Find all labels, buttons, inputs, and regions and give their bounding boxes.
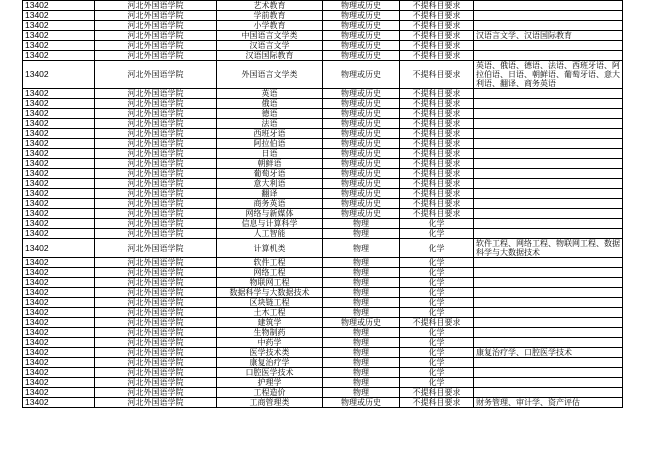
major-name-cell: 信息与计算科学 — [217, 219, 323, 229]
first-subject-cell: 物理 — [323, 258, 400, 268]
school-name-cell: 河北外国语学院 — [95, 318, 217, 328]
included-majors-cell — [474, 89, 623, 99]
school-name-cell: 河北外国语学院 — [95, 348, 217, 358]
first-subject-cell: 物理 — [323, 229, 400, 239]
table-row — [23, 239, 623, 258]
subject-requirement-cell: 不提科目要求 — [400, 21, 474, 31]
school-name-cell: 河北外国语学院 — [95, 288, 217, 298]
included-majors-cell — [474, 358, 623, 368]
included-majors-cell — [474, 149, 623, 159]
included-majors-cell — [474, 219, 623, 229]
major-name-cell: 艺术教育 — [217, 1, 323, 11]
subject-requirement-cell: 不提科目要求 — [400, 51, 474, 61]
subject-requirement-cell: 化学 — [400, 229, 474, 239]
first-subject-cell: 物理或历史 — [323, 169, 400, 179]
table-row — [23, 149, 623, 159]
school-code-cell: 13402 — [23, 149, 95, 159]
first-subject-cell: 物理 — [323, 338, 400, 348]
school-name-cell: 河北外国语学院 — [95, 298, 217, 308]
school-name-cell: 河北外国语学院 — [95, 378, 217, 388]
included-majors-cell — [474, 298, 623, 308]
school-name-cell: 河北外国语学院 — [95, 21, 217, 31]
first-subject-cell: 物理 — [323, 348, 400, 358]
school-name-cell: 河北外国语学院 — [95, 358, 217, 368]
subject-requirement-cell: 不提科目要求 — [400, 129, 474, 139]
first-subject-cell: 物理或历史 — [323, 31, 400, 41]
school-code-cell: 13402 — [23, 51, 95, 61]
school-code-cell: 13402 — [23, 298, 95, 308]
school-code-cell: 13402 — [23, 189, 95, 199]
subject-requirement-cell: 化学 — [400, 239, 474, 258]
first-subject-cell: 物理或历史 — [323, 61, 400, 89]
school-code-cell: 13402 — [23, 219, 95, 229]
first-subject-cell: 物理或历史 — [323, 318, 400, 328]
school-code-cell: 13402 — [23, 388, 95, 398]
subject-requirement-cell: 不提科目要求 — [400, 169, 474, 179]
major-name-cell: 工商管理类 — [217, 398, 323, 408]
first-subject-cell: 物理或历史 — [323, 109, 400, 119]
school-code-cell: 13402 — [23, 318, 95, 328]
first-subject-cell: 物理或历史 — [323, 129, 400, 139]
school-code-cell: 13402 — [23, 308, 95, 318]
school-name-cell: 河北外国语学院 — [95, 51, 217, 61]
school-code-cell: 13402 — [23, 31, 95, 41]
school-name-cell: 河北外国语学院 — [95, 139, 217, 149]
school-name-cell: 河北外国语学院 — [95, 41, 217, 51]
subject-requirement-cell: 化学 — [400, 378, 474, 388]
subject-requirement-cell: 不提科目要求 — [400, 149, 474, 159]
school-code-cell: 13402 — [23, 348, 95, 358]
major-name-cell: 医学技术类 — [217, 348, 323, 358]
major-name-cell: 数据科学与大数据技术 — [217, 288, 323, 298]
table-row — [23, 308, 623, 318]
subject-requirement-cell: 不提科目要求 — [400, 318, 474, 328]
subject-requirement-cell: 化学 — [400, 268, 474, 278]
first-subject-cell: 物理或历史 — [323, 159, 400, 169]
school-code-cell: 13402 — [23, 209, 95, 219]
table-row — [23, 179, 623, 189]
first-subject-cell: 物理或历史 — [323, 398, 400, 408]
table-row — [23, 11, 623, 21]
table-row — [23, 318, 623, 328]
subject-requirement-cell: 不提科目要求 — [400, 209, 474, 219]
major-name-cell: 口腔医学技术 — [217, 368, 323, 378]
school-name-cell: 河北外国语学院 — [95, 189, 217, 199]
subject-requirement-cell: 化学 — [400, 278, 474, 288]
first-subject-cell: 物理 — [323, 358, 400, 368]
school-code-cell: 13402 — [23, 378, 95, 388]
included-majors-cell — [474, 11, 623, 21]
table-row — [23, 189, 623, 199]
table-row — [23, 219, 623, 229]
school-name-cell: 河北外国语学院 — [95, 159, 217, 169]
table-row — [23, 278, 623, 288]
table-row — [23, 129, 623, 139]
included-majors-cell — [474, 189, 623, 199]
included-majors-cell — [474, 368, 623, 378]
included-majors-cell — [474, 169, 623, 179]
major-name-cell: 汉语言文学 — [217, 41, 323, 51]
subject-requirement-cell: 不提科目要求 — [400, 139, 474, 149]
major-name-cell: 小学教育 — [217, 21, 323, 31]
included-majors-cell — [474, 119, 623, 129]
school-name-cell: 河北外国语学院 — [95, 169, 217, 179]
first-subject-cell: 物理或历史 — [323, 209, 400, 219]
subject-requirement-cell: 化学 — [400, 338, 474, 348]
included-majors-cell — [474, 21, 623, 31]
subject-requirement-cell: 化学 — [400, 258, 474, 268]
subject-requirement-cell: 不提科目要求 — [400, 388, 474, 398]
table-row — [23, 139, 623, 149]
table-row — [23, 41, 623, 51]
school-code-cell: 13402 — [23, 179, 95, 189]
first-subject-cell: 物理或历史 — [323, 1, 400, 11]
included-majors-cell — [474, 258, 623, 268]
school-code-cell: 13402 — [23, 338, 95, 348]
major-name-cell: 阿拉伯语 — [217, 139, 323, 149]
major-name-cell: 法语 — [217, 119, 323, 129]
major-name-cell: 人工智能 — [217, 229, 323, 239]
subject-requirement-cell: 化学 — [400, 298, 474, 308]
first-subject-cell: 物理或历史 — [323, 11, 400, 21]
school-code-cell: 13402 — [23, 159, 95, 169]
first-subject-cell: 物理或历史 — [323, 41, 400, 51]
included-majors-cell — [474, 179, 623, 189]
table-row — [23, 358, 623, 368]
table-body — [23, 1, 623, 408]
table-row — [23, 328, 623, 338]
first-subject-cell: 物理 — [323, 388, 400, 398]
first-subject-cell: 物理或历史 — [323, 189, 400, 199]
school-name-cell: 河北外国语学院 — [95, 308, 217, 318]
school-name-cell: 河北外国语学院 — [95, 398, 217, 408]
major-name-cell: 网络工程 — [217, 268, 323, 278]
major-name-cell: 意大利语 — [217, 179, 323, 189]
major-name-cell: 护理学 — [217, 378, 323, 388]
school-name-cell: 河北外国语学院 — [95, 388, 217, 398]
table-row — [23, 388, 623, 398]
school-code-cell: 13402 — [23, 258, 95, 268]
school-name-cell: 河北外国语学院 — [95, 239, 217, 258]
first-subject-cell: 物理 — [323, 268, 400, 278]
major-name-cell: 西班牙语 — [217, 129, 323, 139]
subject-requirement-cell: 不提科目要求 — [400, 199, 474, 209]
major-name-cell: 网络与新媒体 — [217, 209, 323, 219]
school-name-cell: 河北外国语学院 — [95, 1, 217, 11]
first-subject-cell: 物理 — [323, 288, 400, 298]
subject-requirement-cell: 不提科目要求 — [400, 189, 474, 199]
included-majors-cell — [474, 129, 623, 139]
subject-requirement-cell: 化学 — [400, 308, 474, 318]
school-code-cell: 13402 — [23, 229, 95, 239]
first-subject-cell: 物理或历史 — [323, 51, 400, 61]
subject-requirement-cell: 不提科目要求 — [400, 179, 474, 189]
school-code-cell: 13402 — [23, 328, 95, 338]
school-code-cell: 13402 — [23, 129, 95, 139]
major-name-cell: 物联网工程 — [217, 278, 323, 288]
subject-requirement-cell: 不提科目要求 — [400, 61, 474, 89]
school-code-cell: 13402 — [23, 1, 95, 11]
included-majors-cell — [474, 229, 623, 239]
first-subject-cell: 物理 — [323, 219, 400, 229]
first-subject-cell: 物理或历史 — [323, 21, 400, 31]
first-subject-cell: 物理 — [323, 328, 400, 338]
table-row — [23, 119, 623, 129]
subject-requirement-cell: 不提科目要求 — [400, 398, 474, 408]
included-majors-cell — [474, 159, 623, 169]
school-name-cell: 河北外国语学院 — [95, 258, 217, 268]
major-name-cell: 翻译 — [217, 189, 323, 199]
included-majors-cell — [474, 199, 623, 209]
included-majors-cell: 英语、俄语、德语、法语、西班牙语、阿拉伯语、日语、朝鲜语、葡萄牙语、意大利语、翻译、商务英语 — [474, 61, 623, 89]
included-majors-cell — [474, 278, 623, 288]
subject-requirement-cell: 化学 — [400, 368, 474, 378]
included-majors-cell: 康复治疗学、口腔医学技术 — [474, 348, 623, 358]
included-majors-cell — [474, 268, 623, 278]
major-name-cell: 英语 — [217, 89, 323, 99]
table-row — [23, 199, 623, 209]
major-name-cell: 汉语国际教育 — [217, 51, 323, 61]
major-name-cell: 建筑学 — [217, 318, 323, 328]
school-code-cell: 13402 — [23, 398, 95, 408]
major-name-cell: 日语 — [217, 149, 323, 159]
school-name-cell: 河北外国语学院 — [95, 328, 217, 338]
table-row — [23, 348, 623, 358]
table-row — [23, 368, 623, 378]
major-name-cell: 德语 — [217, 109, 323, 119]
included-majors-cell: 财务管理、审计学、资产评估 — [474, 398, 623, 408]
first-subject-cell: 物理 — [323, 278, 400, 288]
school-code-cell: 13402 — [23, 278, 95, 288]
school-code-cell: 13402 — [23, 99, 95, 109]
first-subject-cell: 物理 — [323, 308, 400, 318]
school-code-cell: 13402 — [23, 109, 95, 119]
included-majors-cell — [474, 41, 623, 51]
included-majors-cell — [474, 388, 623, 398]
school-code-cell: 13402 — [23, 61, 95, 89]
school-name-cell: 河北外国语学院 — [95, 278, 217, 288]
first-subject-cell: 物理或历史 — [323, 199, 400, 209]
first-subject-cell: 物理或历史 — [323, 179, 400, 189]
included-majors-cell — [474, 139, 623, 149]
subject-requirement-cell: 化学 — [400, 358, 474, 368]
table-row — [23, 398, 623, 408]
subject-requirement-cell: 不提科目要求 — [400, 99, 474, 109]
table-row — [23, 89, 623, 99]
table-row — [23, 31, 623, 41]
major-name-cell: 康复治疗学 — [217, 358, 323, 368]
subject-requirement-cell: 不提科目要求 — [400, 159, 474, 169]
school-name-cell: 河北外国语学院 — [95, 179, 217, 189]
included-majors-cell — [474, 308, 623, 318]
school-name-cell: 河北外国语学院 — [95, 11, 217, 21]
subject-requirement-cell: 化学 — [400, 219, 474, 229]
school-name-cell: 河北外国语学院 — [95, 338, 217, 348]
first-subject-cell: 物理 — [323, 298, 400, 308]
first-subject-cell: 物理或历史 — [323, 89, 400, 99]
major-name-cell: 商务英语 — [217, 199, 323, 209]
major-name-cell: 土木工程 — [217, 308, 323, 318]
major-name-cell: 软件工程 — [217, 258, 323, 268]
table-row — [23, 21, 623, 31]
table-row — [23, 1, 623, 11]
table-row — [23, 169, 623, 179]
subject-requirement-cell: 不提科目要求 — [400, 41, 474, 51]
school-code-cell: 13402 — [23, 368, 95, 378]
table-row — [23, 61, 623, 89]
first-subject-cell: 物理 — [323, 239, 400, 258]
major-name-cell: 中药学 — [217, 338, 323, 348]
school-name-cell: 河北外国语学院 — [95, 89, 217, 99]
school-code-cell: 13402 — [23, 199, 95, 209]
included-majors-cell — [474, 51, 623, 61]
subject-requirement-cell: 化学 — [400, 288, 474, 298]
school-name-cell: 河北外国语学院 — [95, 219, 217, 229]
table-row — [23, 99, 623, 109]
major-name-cell: 俄语 — [217, 99, 323, 109]
school-code-cell: 13402 — [23, 268, 95, 278]
school-name-cell: 河北外国语学院 — [95, 61, 217, 89]
school-name-cell: 河北外国语学院 — [95, 199, 217, 209]
school-name-cell: 河北外国语学院 — [95, 209, 217, 219]
major-name-cell: 工程造价 — [217, 388, 323, 398]
subject-requirement-cell: 化学 — [400, 348, 474, 358]
school-name-cell: 河北外国语学院 — [95, 109, 217, 119]
table-row — [23, 159, 623, 169]
school-name-cell: 河北外国语学院 — [95, 229, 217, 239]
table-row — [23, 209, 623, 219]
school-code-cell: 13402 — [23, 288, 95, 298]
school-code-cell: 13402 — [23, 21, 95, 31]
major-name-cell: 朝鲜语 — [217, 159, 323, 169]
table-row — [23, 268, 623, 278]
major-name-cell: 区块链工程 — [217, 298, 323, 308]
included-majors-cell — [474, 328, 623, 338]
included-majors-cell — [474, 288, 623, 298]
included-majors-cell: 汉语言文学、汉语国际教育 — [474, 31, 623, 41]
subject-requirement-cell: 不提科目要求 — [400, 31, 474, 41]
first-subject-cell: 物理 — [323, 368, 400, 378]
included-majors-cell — [474, 1, 623, 11]
subject-requirement-cell: 不提科目要求 — [400, 11, 474, 21]
table-row — [23, 298, 623, 308]
majors-table — [22, 0, 623, 408]
school-name-cell: 河北外国语学院 — [95, 149, 217, 159]
major-name-cell: 中国语言文学类 — [217, 31, 323, 41]
school-code-cell: 13402 — [23, 169, 95, 179]
first-subject-cell: 物理或历史 — [323, 139, 400, 149]
included-majors-cell — [474, 109, 623, 119]
table-row — [23, 288, 623, 298]
table-row — [23, 109, 623, 119]
school-name-cell: 河北外国语学院 — [95, 129, 217, 139]
table-row — [23, 378, 623, 388]
major-name-cell: 生物制药 — [217, 328, 323, 338]
first-subject-cell: 物理或历史 — [323, 149, 400, 159]
first-subject-cell: 物理或历史 — [323, 99, 400, 109]
subject-requirement-cell: 不提科目要求 — [400, 89, 474, 99]
school-code-cell: 13402 — [23, 41, 95, 51]
school-name-cell: 河北外国语学院 — [95, 119, 217, 129]
major-name-cell: 学前教育 — [217, 11, 323, 21]
first-subject-cell: 物理 — [323, 378, 400, 388]
subject-requirement-cell: 化学 — [400, 328, 474, 338]
school-code-cell: 13402 — [23, 358, 95, 368]
school-name-cell: 河北外国语学院 — [95, 99, 217, 109]
school-name-cell: 河北外国语学院 — [95, 368, 217, 378]
first-subject-cell: 物理或历史 — [323, 119, 400, 129]
included-majors-cell — [474, 99, 623, 109]
table-row — [23, 51, 623, 61]
school-code-cell: 13402 — [23, 89, 95, 99]
school-name-cell: 河北外国语学院 — [95, 31, 217, 41]
subject-requirement-cell: 不提科目要求 — [400, 119, 474, 129]
included-majors-cell — [474, 378, 623, 388]
major-name-cell: 计算机类 — [217, 239, 323, 258]
included-majors-cell: 软件工程、网络工程、物联网工程、数据科学与大数据技术 — [474, 239, 623, 258]
major-name-cell: 外国语言文学类 — [217, 61, 323, 89]
school-code-cell: 13402 — [23, 239, 95, 258]
school-name-cell: 河北外国语学院 — [95, 268, 217, 278]
school-code-cell: 13402 — [23, 119, 95, 129]
table-row — [23, 258, 623, 268]
included-majors-cell — [474, 338, 623, 348]
school-code-cell: 13402 — [23, 139, 95, 149]
subject-requirement-cell: 不提科目要求 — [400, 109, 474, 119]
major-name-cell: 葡萄牙语 — [217, 169, 323, 179]
table-row — [23, 229, 623, 239]
school-code-cell: 13402 — [23, 11, 95, 21]
subject-requirement-cell: 不提科目要求 — [400, 1, 474, 11]
table-row — [23, 338, 623, 348]
included-majors-cell — [474, 318, 623, 328]
included-majors-cell — [474, 209, 623, 219]
